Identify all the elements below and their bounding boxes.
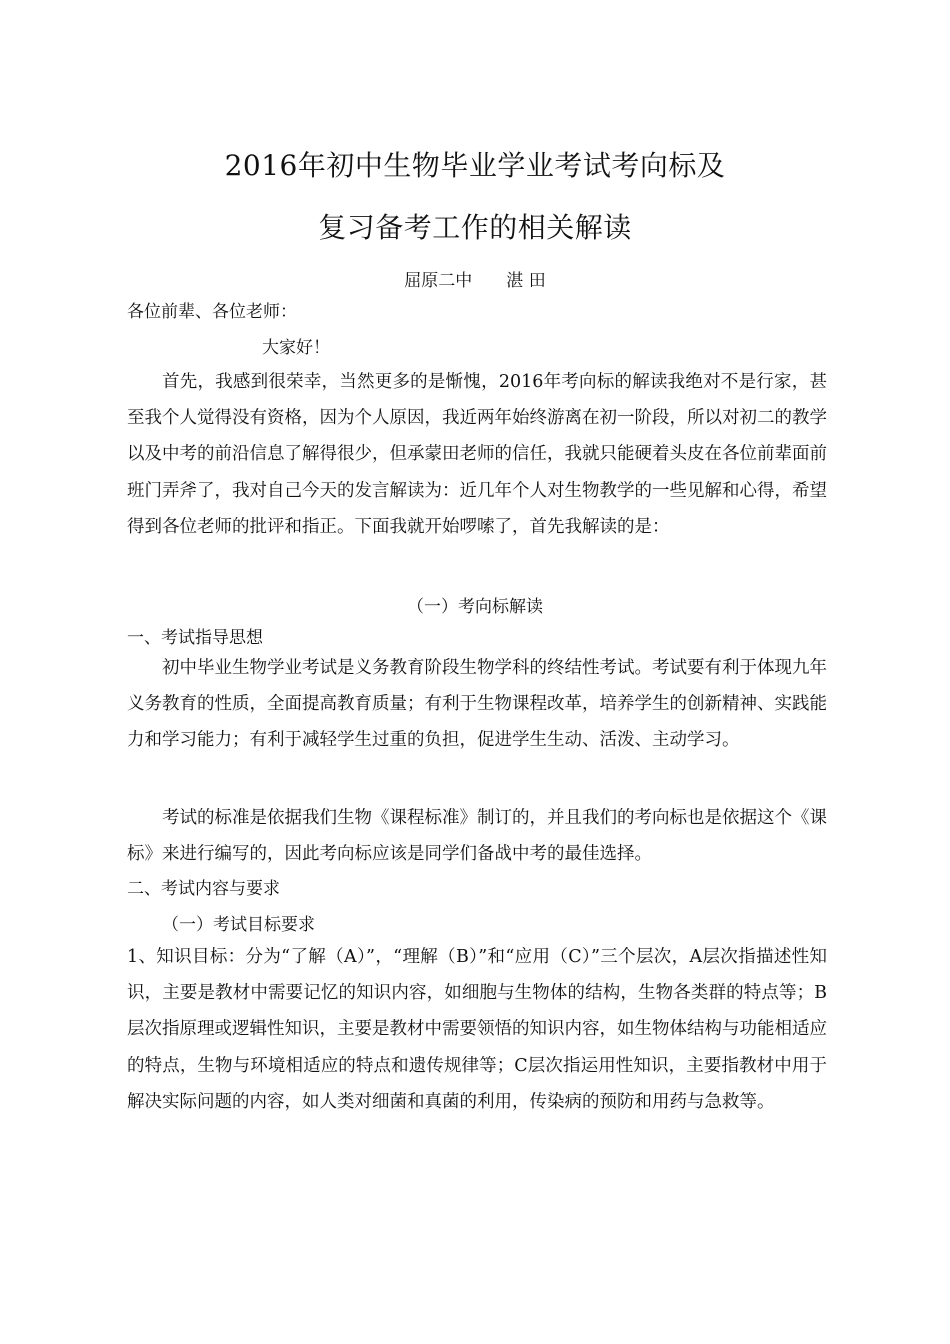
greeting: 大家好！ [262, 338, 330, 358]
document-title-line1: 2016年初中生物毕业学业考试考向标及 [224, 149, 726, 182]
sub-heading-exam-objectives: （一）考试目标要求 [162, 915, 315, 935]
document-title-line2: 复习备考工作的相关解读 [318, 211, 632, 244]
heading-exam-content: 二、考试内容与要求 [127, 879, 280, 899]
paragraph-exam-standard: 考试的标准是依据我们生物《课程标准》制订的，并且我们的考向标也是依据这个《课标》来进行编写的，因此考向标应该是同学们备战中考的最佳选择。 [127, 808, 827, 865]
heading-exam-guidance: 一、考试指导思想 [127, 628, 263, 648]
salutation: 各位前辈、各位老师： [127, 302, 297, 322]
author-line: 屈原二中 湛 田 [404, 271, 546, 291]
intro-paragraph: 首先，我感到很荣幸，当然更多的是惭愧，2016年考向标的解读我绝对不是行家，甚至我个人觉得没有资格，因为个人原因，我近两年始终游离在初一阶段，所以对初二的教学以及中考的前沿信息了解得很少，但承蒙田老师的信任，我就只能硬着头皮在各位前辈面前班门弄斧了，我对自己今天的发言解读为：近几年个人对生物教学的一些见解和心得，希望得到各位老师的批评和指正。下面我就开始啰嗦了，首先我解读的是： [127, 372, 827, 537]
section-heading: （一）考向标解读 [407, 597, 543, 617]
paragraph-exam-guidance: 初中毕业生物学业考试是义务教育阶段生物学科的终结性考试。考试要有利于体现九年义务教育的性质，全面提高教育质量；有利于生物课程改革，培养学生的创新精神、实践能力和学习能力；有利于减轻学生过重的负担，促进学生生动、活泼、主动学习。 [127, 658, 827, 751]
paragraph-knowledge-objectives: 1、知识目标：分为“了解（A）”，“理解（B）”和“应用（C）”三个层次，A层次指描述性知识，主要是教材中需要记忆的知识内容，如细胞与生物体的结构，生物各类群的特点等；B层次指原理或逻辑性知识，主要是教材中需要领悟的知识内容，如生物体结构与功能相适应的特点，生物与环境相适应的特点和遗传规律等；C层次指运用性知识，主要指教材中用于解决实际问题的内容，如人类对细菌和真菌的利用，传染病的预防和用药与急救等。 [127, 947, 827, 1112]
